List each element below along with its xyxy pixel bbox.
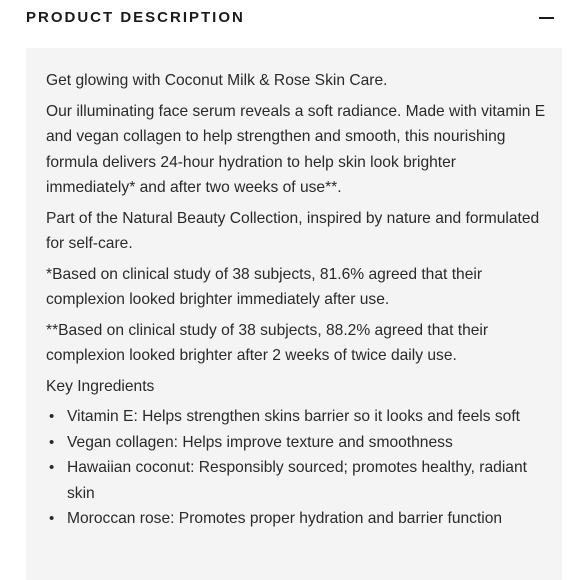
footnote-2: **Based on clinical study of 38 subjects, 88.2% agreed that their complexion looked brighter after 2 weeks of twice daily use.: [46, 321, 489, 364]
bullet-icon: •: [49, 408, 55, 425]
ingredient-text: Vegan collagen: Helps improve texture and smoothness: [67, 433, 453, 451]
product-description-header[interactable]: [0, 0, 580, 44]
list-item: [46, 404, 546, 430]
minus-icon-bar: [539, 17, 554, 19]
footnote-1: *Based on clinical study of 38 subjects, 81.6% agreed that their complexion looked brighter immediately after use.: [46, 265, 483, 308]
ingredients-heading: Key Ingredients: [46, 377, 155, 395]
bullet-icon: •: [49, 433, 55, 451]
ingredient-text: Vitamin E: Helps strengthen skins barrier so it looks and feels soft: [67, 408, 521, 425]
list-item: [46, 430, 546, 456]
product-description-content: [46, 68, 546, 532]
minus-icon[interactable]: [532, 6, 562, 30]
collection-text: Part of the Natural Beauty Collection, inspired by nature and formulated for self-care.: [46, 209, 540, 252]
ingredient-text: Moroccan rose: Promotes proper hydration and barrier function: [67, 510, 503, 527]
bullet-icon: •: [49, 510, 55, 527]
accordion-title: PRODUCT DESCRIPTION: [26, 9, 245, 26]
list-item: [46, 455, 546, 506]
list-item: [46, 506, 546, 532]
body-text: Our illuminating face serum reveals a soft radiance. Made with vitamin E and vegan collagen to help strengthen and smooth, this nourishing formula delivers 24-hour hydration to help skin look brighter immediately* and after two weeks of use**.: [46, 102, 546, 196]
product-description-panel: [26, 48, 562, 580]
bullet-icon: •: [49, 459, 55, 476]
ingredients-list: [46, 404, 546, 532]
ingredient-text: Hawaiian coconut: Responsibly sourced; promotes healthy, radiant skin: [67, 459, 527, 502]
intro-text: Get glowing with Coconut Milk & Rose Skin Care.: [46, 72, 388, 89]
